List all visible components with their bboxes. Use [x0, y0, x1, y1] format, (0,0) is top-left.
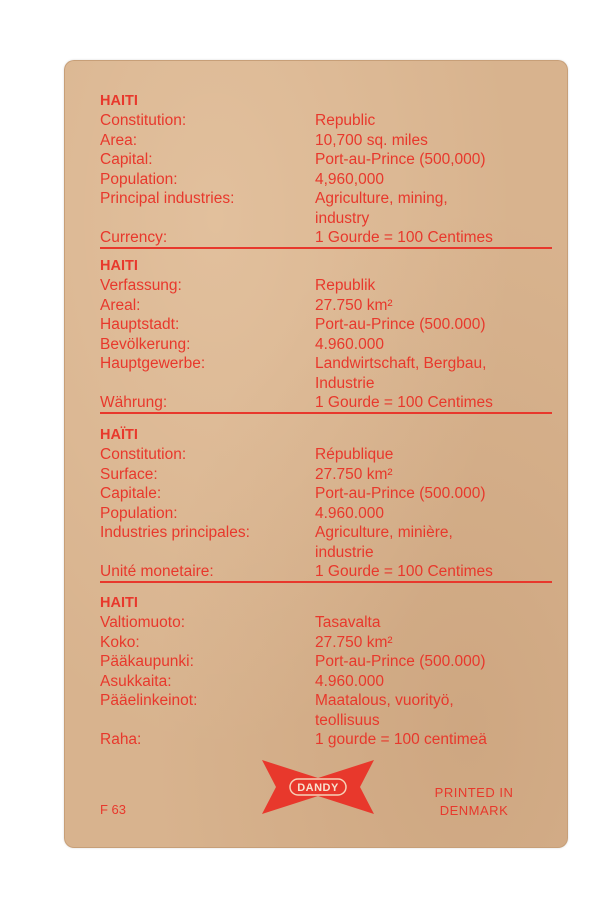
row-value: 4.960.000	[315, 504, 384, 522]
section-german	[100, 257, 552, 413]
info-row	[100, 523, 552, 562]
info-row	[100, 354, 552, 393]
info-row	[100, 150, 552, 170]
printed-line-1: PRINTED IN	[434, 785, 514, 800]
row-label: Industries principales:	[100, 524, 250, 541]
row-value: 4.960.000	[315, 672, 384, 690]
info-row	[100, 445, 552, 465]
row-value: 10,700 sq. miles	[315, 131, 428, 149]
row-value: Port-au-Prince (500.000)	[315, 316, 486, 333]
dandy-logo	[260, 758, 376, 816]
row-value: Agriculture, mining,	[315, 190, 448, 207]
row-value: Landwirtschaft, Bergbau,	[315, 355, 487, 372]
row-value: 27.750 km²	[315, 296, 393, 314]
row-value-continued: industrie	[315, 543, 374, 561]
row-value: 1 Gourde = 100 Centimes	[315, 394, 493, 411]
info-row	[100, 730, 552, 750]
row-value: Republik	[315, 277, 376, 294]
info-row	[100, 633, 552, 653]
row-value: 1 gourde = 100 centimeä	[315, 731, 487, 748]
row-label: Constitution:	[100, 112, 187, 129]
row-label: Währung:	[100, 394, 168, 411]
row-label: Bevölkerung:	[100, 335, 191, 353]
info-row	[100, 131, 552, 151]
row-value: 1 Gourde = 100 Centimes	[315, 563, 493, 580]
row-label: Population:	[100, 504, 178, 522]
info-row	[100, 228, 552, 248]
section-title: HAITI	[100, 595, 138, 611]
row-label: Area:	[100, 131, 138, 149]
trading-card	[64, 60, 568, 848]
info-row	[100, 465, 552, 485]
row-value: 4,960,000	[315, 170, 384, 188]
info-row	[100, 189, 552, 228]
row-label: Hauptstadt:	[100, 316, 180, 333]
info-row	[100, 691, 552, 730]
row-label: Koko:	[100, 633, 140, 651]
row-label: Unité monetaire:	[100, 563, 214, 580]
section-french	[100, 426, 552, 582]
info-row	[100, 111, 552, 131]
info-row	[100, 335, 552, 355]
info-row	[100, 315, 552, 335]
info-row	[100, 504, 552, 524]
section-finnish	[100, 594, 552, 750]
info-row	[100, 393, 552, 413]
section-title: HAÏTI	[100, 427, 138, 443]
row-label: Hauptgewerbe:	[100, 355, 206, 372]
info-row	[100, 276, 552, 296]
logo-text: DANDY	[297, 782, 339, 794]
row-label: Principal industries:	[100, 190, 235, 207]
row-label: Areal:	[100, 296, 141, 314]
row-value: Tasavalta	[315, 614, 381, 631]
row-value: Port-au-Prince (500.000)	[315, 485, 486, 502]
row-value-continued: industry	[315, 209, 370, 227]
info-row	[100, 562, 552, 582]
row-value: Republic	[315, 112, 376, 129]
row-value: Port-au-Prince (500.000)	[315, 653, 486, 670]
row-value: 1 Gourde = 100 Centimes	[315, 229, 493, 246]
card-code: F 63	[100, 802, 127, 817]
info-row	[100, 613, 552, 633]
info-row	[100, 170, 552, 190]
row-label: Surface:	[100, 465, 158, 483]
row-label: Population:	[100, 170, 178, 188]
row-value: Port-au-Prince (500,000)	[315, 151, 486, 168]
printed-line-2: DENMARK	[439, 803, 509, 818]
row-value: République	[315, 446, 394, 463]
row-value: 4.960.000	[315, 335, 384, 353]
row-label: Pääelinkeinot:	[100, 692, 198, 709]
section-english	[100, 92, 552, 248]
row-label: Valtiomuoto:	[100, 614, 186, 631]
printed-in-note	[404, 784, 544, 820]
row-value: 27.750 km²	[315, 633, 393, 651]
row-label: Currency:	[100, 229, 168, 246]
row-label: Raha:	[100, 731, 142, 748]
row-value: Maatalous, vuorityö,	[315, 692, 454, 709]
row-value: Agriculture, minière,	[315, 524, 453, 541]
info-row	[100, 672, 552, 692]
info-row	[100, 296, 552, 316]
info-row	[100, 484, 552, 504]
row-label: Capitale:	[100, 485, 162, 502]
section-title: HAITI	[100, 93, 138, 109]
row-value: 27.750 km²	[315, 465, 393, 483]
row-label: Verfassung:	[100, 277, 182, 294]
section-title: HAITI	[100, 258, 138, 274]
row-label: Capital:	[100, 151, 153, 168]
row-label: Pääkaupunki:	[100, 653, 194, 670]
info-row	[100, 652, 552, 672]
row-value-continued: Industrie	[315, 374, 375, 392]
row-label: Asukkaita:	[100, 672, 172, 690]
row-label: Constitution:	[100, 446, 187, 463]
row-value-continued: teollisuus	[315, 711, 380, 729]
